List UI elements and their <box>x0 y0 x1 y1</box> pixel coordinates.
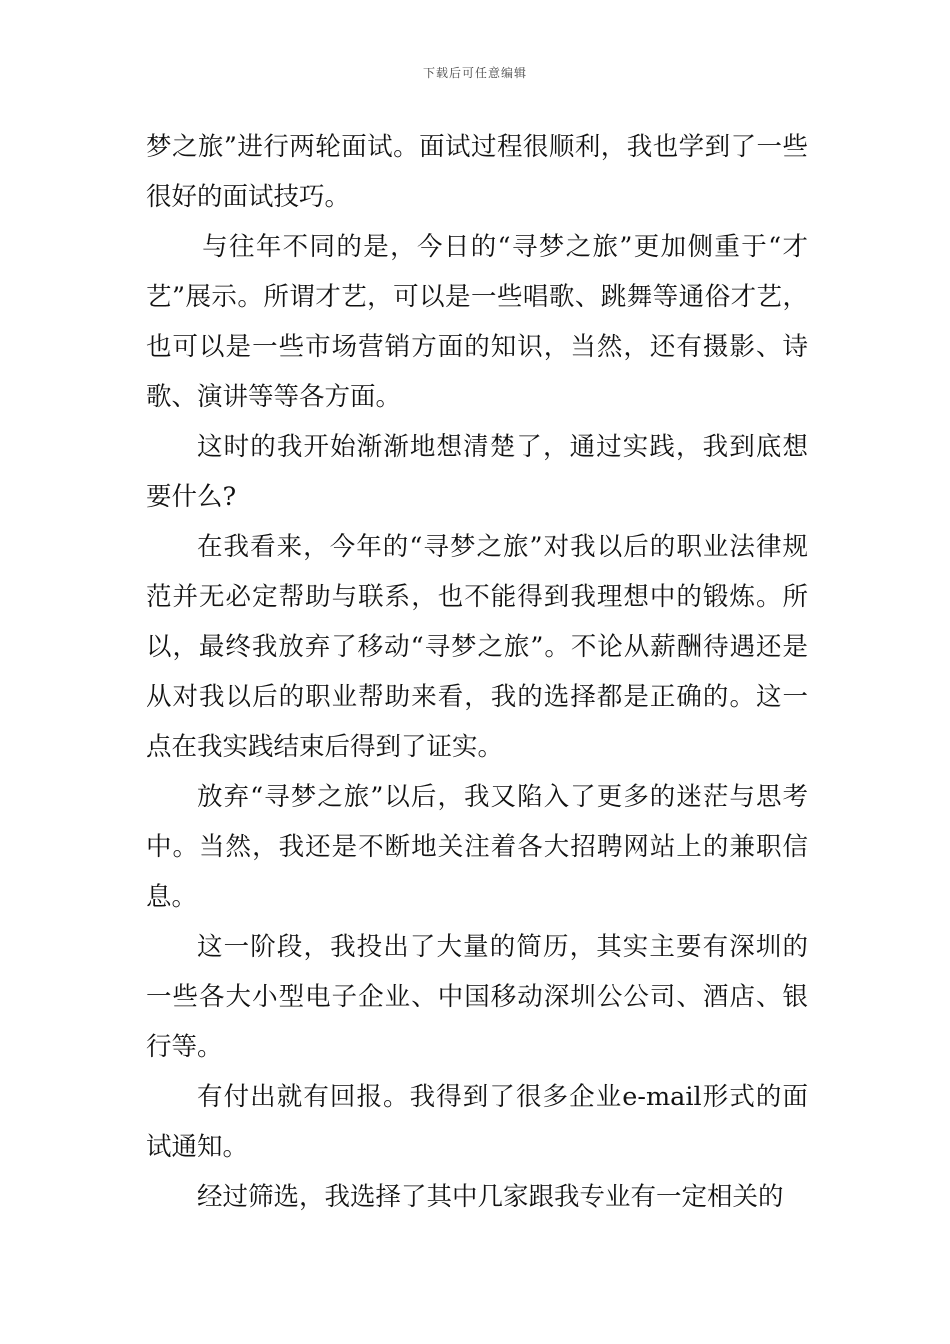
paragraph: 这时的我开始渐渐地想清楚了，通过实践，我到底想要什么? <box>146 432 808 512</box>
document-body <box>146 122 808 1222</box>
paragraph: 在我看来，今年的“寻梦之旅”对我以后的职业法律规范并无必定帮助与联系，也不能得到我理想中的锻炼。所以，最终我放弃了移动“寻梦之旅”。不论从薪酬待遇还是从对我以后的职业帮助来看，我的选择都是正确的。这一点在我实践结束后得到了证实。 <box>146 532 808 762</box>
paragraph: 经过筛选，我选择了其中几家跟我专业有一定相关的 <box>197 1182 784 1212</box>
paragraph: 梦之旅”进行两轮面试。面试过程很顺利，我也学到了一些很好的面试技巧。 <box>146 132 808 212</box>
paragraph: 放弃“寻梦之旅”以后，我又陷入了更多的迷茫与思考中。当然，我还是不断地关注着各大招聘网站上的兼职信息。 <box>146 782 808 912</box>
page-header: 下载后可任意编辑 <box>422 66 527 80</box>
paragraph: 与往年不同的是，今日的“寻梦之旅”更加侧重于“才艺”展示。所谓才艺，可以是一些唱歌、跳舞等通俗才艺，也可以是一些市场营销方面的知识，当然，还有摄影、诗歌、演讲等等各方面。 <box>146 232 808 412</box>
paragraph: 有付出就有回报。我得到了很多企业e-mail形式的面试通知。 <box>146 1082 808 1162</box>
paragraph: 这一阶段，我投出了大量的简历，其实主要有深圳的一些各大小型电子企业、中国移动深圳公公司、酒店、银行等。 <box>146 932 808 1062</box>
